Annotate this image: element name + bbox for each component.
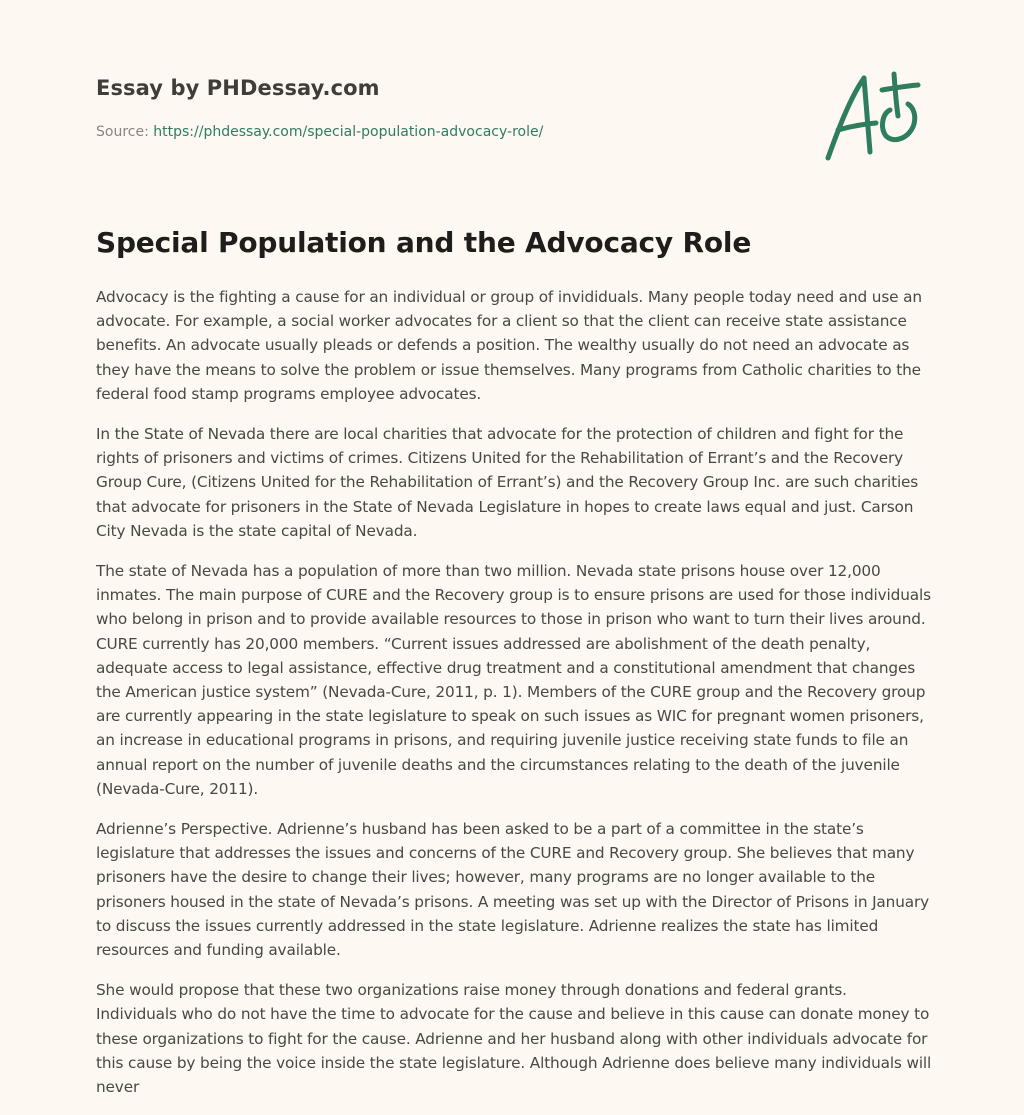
brand-title: Essay by PHDessay.com bbox=[96, 76, 380, 100]
essay-body bbox=[96, 285, 932, 1115]
essay-paragraph: Advocacy is the fighting a cause for an individual or group of invididuals. Many people today need and use an advocate. For example, a social worker advocates for a client so that the client can receive state assistance benefits. An advocate usually pleads or defends a position. The wealthy usually do not need an advocate as they have the means to solve the problem or issue themselves. Many programs from Catholic charities to the federal food stamp programs employee advocates. bbox=[96, 288, 922, 403]
source-label: Source: bbox=[96, 124, 154, 140]
essay-paragraph: The state of Nevada has a population of more than two million. Nevada state prisons house over 12,000 inmates. The main purpose of CURE and the Recovery group is to ensure prisons are used for those individuals who belong in prison and to provide available resources to those in prison who want to turn their lives around. CURE currently has 20,000 members. “Current issues addressed are abolishment of the death penalty, adequate access to legal assistance, effective drug treatment and a constitutional amendment that changes the American justice system” (Nevada-Cure, 2011, p. 1). Members of the CURE group and the Recovery group are currently appearing in the state legislature to speak on such issues as WIC for pregnant women prisoners, an increase in educational programs in prisons, and requiring juvenile justice receiving state funds to file an annual report on the number of juvenile deaths and the circumstances relating to the death of the juvenile (Nevada-Cure, 2011). bbox=[96, 562, 931, 798]
essay-paragraph: Adrienne’s Perspective. Adrienne’s husband has been asked to be a part of a committee in the state’s legislature that addresses the issues and concerns of the CURE and Recovery group. She believes that many prisoners have the desire to change their lives; however, many programs are no longer available to the prisoners housed in the state of Nevada’s prisons. A meeting was set up with the Director of Prisons in January to discuss the issues currently addressed in the state legislature. Adrienne realizes the state has limited resources and funding available. bbox=[96, 820, 930, 960]
a-plus-logo-icon bbox=[820, 68, 924, 164]
source-line bbox=[96, 124, 543, 140]
essay-paragraph: She would propose that these two organizations raise money through donations and federal grants. Individuals who do not have the time to advocate for the cause and believe in this cause can donate money to these organizations to fight for the cause. Adrienne and her husband along with other individuals advocate for this cause by being the voice inside the state legislature. Although Adrienne does believe many individuals will never bbox=[96, 981, 932, 1097]
essay-title: Special Population and the Advocacy Role bbox=[96, 226, 752, 259]
source-link[interactable]: https://phdessay.com/special-population-advocacy-role/ bbox=[153, 124, 544, 140]
essay-paragraph: In the State of Nevada there are local charities that advocate for the protection of children and fight for the rights of prisoners and victims of crimes. Citizens United for the Rehabilitation of Errant’s and the Recovery Group Cure, (Citizens United for the Rehabilitation of Errant’s) and the Recovery Group Inc. are such charities that advocate for prisoners in the State of Nevada Legislature in hopes to create laws equal and just. Carson City Nevada is the state capital of Nevada. bbox=[96, 425, 919, 540]
